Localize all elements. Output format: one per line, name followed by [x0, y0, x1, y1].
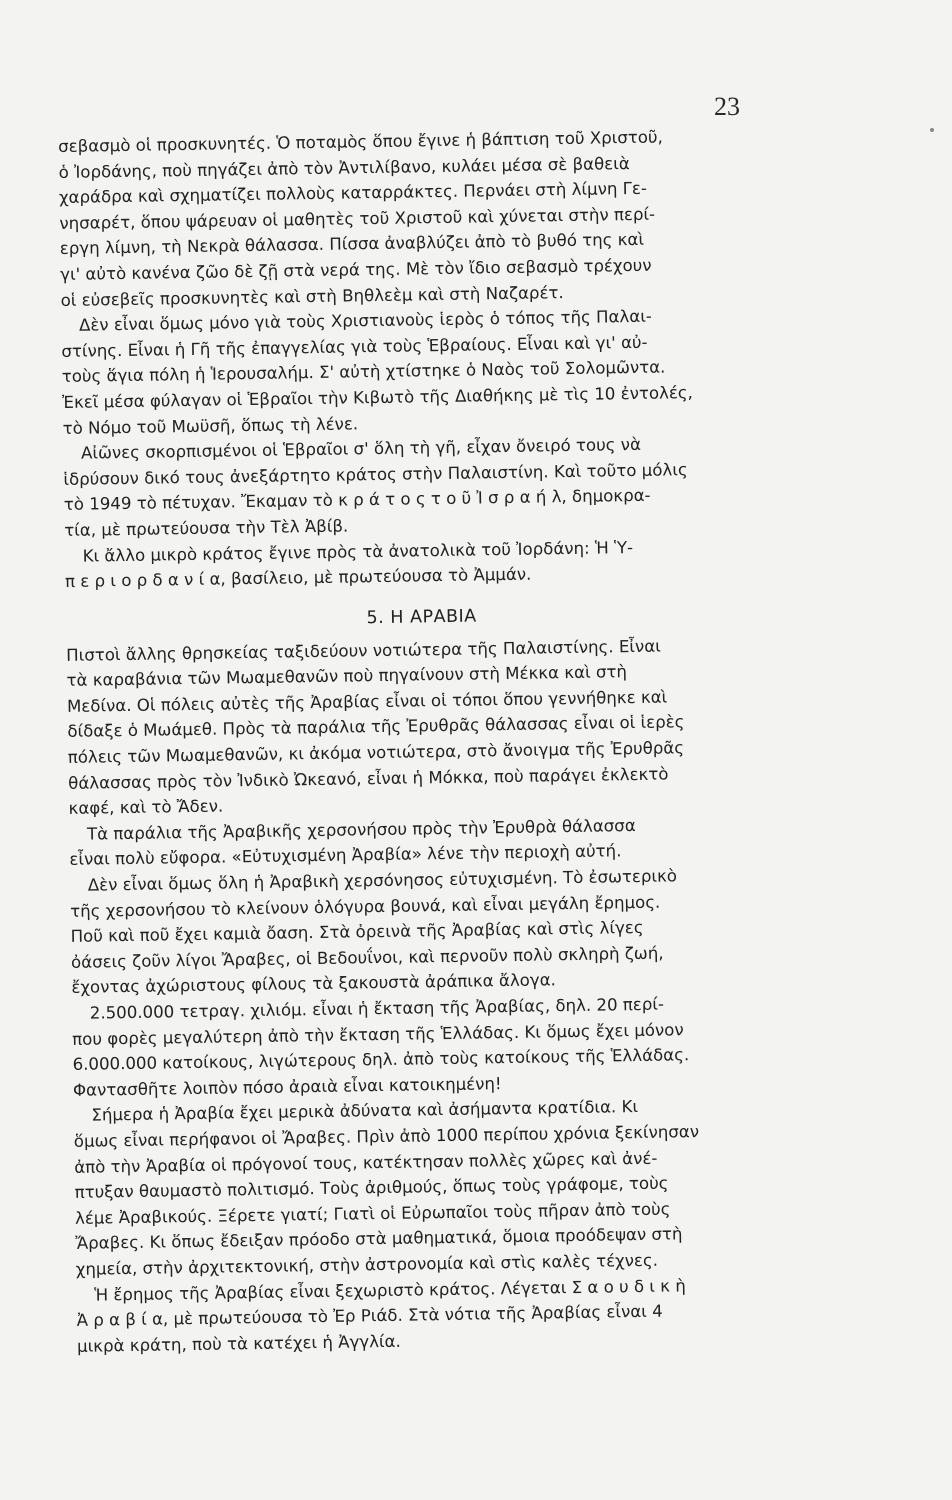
text-line: Ἐκεῖ μέσα φύλαγαν οἱ Ἑβραῖοι τὴν Κιβωτὸ τῆς Διαθήκης μὲ τὶς 10 ἐντολές, [62, 382, 694, 412]
paragraph-9 [73, 1092, 788, 1282]
text-line: σεβασμὸ οἱ προσκυνητές. Ὁ ποταμὸς ὅπου ἔγινε ἡ βάπτιση τοῦ Χριστοῦ, [58, 127, 663, 156]
text-line: οἱ εὐσεβεῖς προσκυνητὲς καὶ στὴ Βηθλεὲμ καὶ στὴ Ναζαρέτ. [60, 282, 564, 310]
scan-speck [930, 128, 934, 132]
paragraph-7 [70, 862, 784, 1001]
text-line: θάλασσας πρὸς τὸν Ἰνδικὸ Ὠκεανό, εἶναι ἡ Μόκκα, ποὺ παράγει ἐκλεκτὸ [68, 764, 669, 793]
text-line: Φαντασθῆτε λοιπὸν πόσο ἀραιὰ εἶναι κατοικημένη! [72, 1073, 502, 1100]
body-text [58, 123, 789, 1359]
text-line: 2.500.000 τετραγ. χιλιόμ. εἶναι ἡ ἔκταση τῆς Ἀραβίας, δηλ. 20 περί- [89, 994, 665, 1023]
text-line: ἱδρύσουν δικό τους ἀνεξάρτητο κράτος στὴν Παλαιστίνη. Καὶ τοῦτο μόλις [63, 459, 688, 489]
text-line: 6.000.000 κατοίκους, λιγώτερους δηλ. ἀπὸ τοὺς κατοίκους τῆς Ἑλλάδας. [72, 1045, 690, 1075]
text-line: Αἰῶνες σκορπισμένοι οἱ Ἑβραῖοι σ' ὅλη τὴ γῆ, εἶχαν ὄνειρό τους νὰ [80, 435, 642, 463]
text-line: τὸ Νόμο τοῦ Μωϋσῆ, ὅπως τὴ λένε. [62, 413, 359, 438]
text-line: Δὲν εἶναι ὅμως ὅλη ἡ Ἀραβικὴ χερσόνησος εὐτυχισμένη. Τὸ ἐσωτερικὸ [87, 866, 678, 895]
paragraph-3 [63, 430, 777, 544]
text-line: στίνης. Εἶναι ἡ Γῆ τῆς ἐπαγγελίας γιὰ τοὺς Ἑβραίους. Εἶναι καὶ γι' αὐ- [61, 332, 648, 361]
text-line: πτυξαν θαυμαστὸ πολιτισμό. Τοὺς ἀριθμούς, ὅπως τοὺς γράφομε, τοὺς [74, 1173, 669, 1203]
paragraph-2 [61, 302, 775, 441]
text-line: ἀπὸ τὴν Ἀραβία οἱ πρόγονοί τους, κατέκτησαν πολλὲς χῶρες καὶ ἀνέ- [74, 1148, 658, 1177]
text-line: ὀάσεις ζοῦν λίγοι Ἄραβες, οἱ Βεδουΐνοι, καὶ περνοῦν πολὺ σκληρὴ ζωή, [70, 943, 664, 972]
text-line: τὰ καραβάνια τῶν Μωαμεθανῶν ποὺ πηγαίνουν στὴ Μέκκα καὶ στὴ [66, 662, 628, 691]
text-line: Ἀ ρ α β ί α, μὲ πρωτεύουσα τὸ Ἐρ Ριάδ. Στὰ νότια τῆς Ἀραβίας εἶναι 4 [76, 1301, 663, 1330]
text-line: μικρὰ κράτη, ποὺ τὰ κατέχει ἡ Ἀγγλία. [76, 1331, 401, 1356]
paragraph-10 [76, 1271, 789, 1359]
text-line: Δὲν εἶναι ὅμως μόνο γιὰ τοὺς Χριστιανοὺς ἱερὸς ὁ τόπος τῆς Παλαι- [78, 306, 652, 335]
text-line: χαράδρα καὶ σχηματίζει πολλοὺς καταρράκτες. Περνάει στὴ λίμνη Γε- [58, 178, 648, 208]
text-line: εργη λίμνη, τὴ Νεκρὰ θάλασσα. Πίσσα ἀναβλύζει ἀπὸ τὸ βυθό της καὶ [59, 230, 645, 259]
text-line: Σήμερα ἡ Ἀραβία ἔχει μερικὰ ἀδύνατα καὶ ἀσήμαντα κρατίδια. Κι [91, 1097, 639, 1125]
section-heading: 5. Η ΑΡΑΒΙΑ [366, 606, 477, 628]
text-line: π ε ρ ι ο ρ δ α ν ί α, βασίλειο, μὲ πρωτεύουσα τὸ Ἀμμάν. [64, 564, 532, 592]
paragraph-8 [72, 990, 786, 1104]
text-line: Τὰ παράλια τῆς Ἀραβικῆς χερσονήσου πρὸς τὴν Ἐρυθρὰ θάλασσα [86, 815, 636, 844]
text-line: Ποῦ καὶ ποῦ ἔχει καμιὰ ὄαση. Στὰ ὀρεινὰ τῆς Ἀραβίας καὶ στὶς λίγες [70, 918, 644, 947]
text-line: τὸ 1949 τὸ πέτυχαν. Ἔκαμαν τὸ κ ρ ά τ ο ς τ ο ῦ Ἰ σ ρ α ή λ, δημοκρα- [63, 486, 651, 515]
text-line: ὅμως εἶναι περήφανοι οἱ Ἄραβες. Πρὶν ἀπὸ 1000 περίπου χρόνια ξεκίνησαν [73, 1122, 700, 1151]
text-line: ὁ Ἰορδάνης, ποὺ πηγάζει ἀπὸ τὸν Ἀντιλίβανο, κυλάει μέσα σὲ βαθειὰ [58, 153, 630, 182]
text-line: καφέ, καὶ τὸ Ἄδεν. [68, 796, 224, 819]
text-line: Κι ἄλλο μικρὸ κράτος ἔγινε πρὸς τὰ ἀνατολικὰ τοῦ Ἰορδάνη: Ἡ Ὑ- [82, 537, 634, 566]
text-line: ἔχοντας ἀχώριστους φίλους τὰ ξακουστὰ ἀράπικα ἄλογα. [71, 970, 557, 998]
text-line: Πιστοὶ ἄλλης θρησκείας ταξιδεύουν νοτιώτερα τῆς Παλαιστίνης. Εἶναι [66, 636, 661, 665]
text-line: Μεδίνα. Οἱ πόλεις αὐτὲς τῆς Ἀραβίας εἶναι οἱ τόποι ὅπου γεννήθηκε καὶ [66, 687, 668, 716]
text-line: τοὺς ἅγια πόλη ἡ Ἱερουσαλήμ. Σ' αὐτὴ χτίστηκε ὁ Ναὸς τοῦ Σολομῶντα. [61, 357, 666, 387]
text-line: πόλεις τῶν Μωαμεθανῶν, κι ἀκόμα νοτιώτερα, στὸ ἄνοιγμα τῆς Ἐρυθρᾶς [67, 738, 685, 767]
text-line: που φορὲς μεγαλύτερη ἀπὸ τὴν ἔκταση τῆς Ἑλλάδας. Κι ὅμως ἔχει μόνον [72, 1019, 684, 1049]
page-number: 23 [714, 92, 740, 121]
text-line: τῆς χερσονήσου τὸ κλείνουν ὁλόγυρα βουνά, καὶ εἶναι μεγάλη ἔρημος. [70, 892, 661, 921]
paragraph-5 [66, 631, 781, 821]
paragraph-1 [58, 123, 773, 313]
text-line: χημεία, στὴν ἀρχιτεκτονική, στὴν ἀστρονομία καὶ στὶς καλὲς τέχνες. [75, 1250, 659, 1279]
text-line: Ἡ ἔρημος τῆς Ἀραβίας εἶναι ξεχωριστὸ κράτος. Λέγεται Σ α ο υ δ ι κ ὴ [94, 1275, 686, 1305]
text-line: γι' αὐτὸ κανένα ζῶο δὲ ζῇ στὰ νερά της. Μὲ τὸν ἴδιο σεβασμὸ τρέχουν [60, 255, 652, 284]
text-line: λέμε Ἀραβικούς. Ξέρετε γιατί; Γιατὶ οἱ Εὐρωπαῖοι τοὺς πῆραν ἀπὸ τοὺς [74, 1199, 671, 1228]
text-line: εἶναι πολὺ εὔφορα. «Εὐτυχισμένη Ἀραβία» λένε τὴν περιοχὴ αὐτή. [69, 841, 622, 870]
text-line: δίδαξε ὁ Μωάμεθ. Πρὸς τὰ παράλια τῆς Ἐρυθρᾶς θάλασσας εἶναι οἱ ἱερὲς [67, 712, 685, 742]
text-line: Ἄραβες. Κι ὅπως ἔδειξαν πρόοδο στὰ μαθηματικά, ὅμοια προόδεψαν στὴ [75, 1224, 683, 1254]
text-line: νησαρέτ, ὅπου ψάρευαν οἱ μαθητὲς τοῦ Χριστοῦ καὶ χύνεται στὴν περί- [59, 204, 656, 233]
text-line: τία, μὲ πρωτεύουσα τὴν Τὲλ Ἀβίβ. [64, 516, 349, 540]
